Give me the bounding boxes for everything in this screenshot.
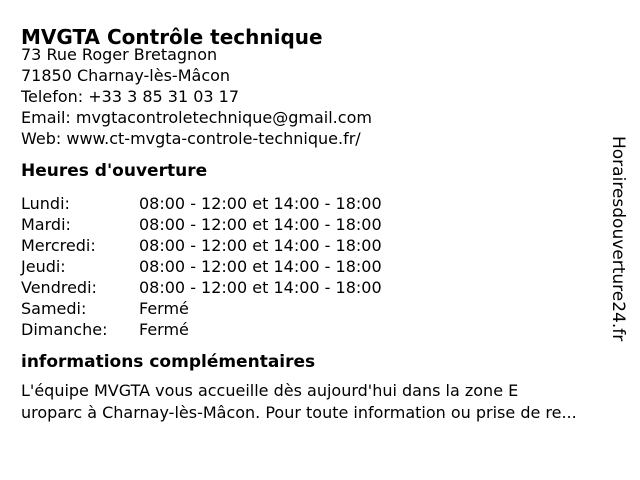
opening-hours-table xyxy=(21,193,382,340)
hours-value: 08:00 - 12:00 et 14:00 - 18:00 xyxy=(139,278,382,297)
address-street: 73 Rue Roger Bretagnon xyxy=(21,45,218,64)
phone-line: Telefon: +33 3 85 31 03 17 xyxy=(21,87,240,106)
page-title: MVGTA Contrôle technique xyxy=(21,25,323,50)
hours-row-saturday xyxy=(21,298,382,319)
info-text-line-1: L'équipe MVGTA vous accueille dès aujourd'hui dans la zone E xyxy=(21,381,519,400)
hours-value: Fermé xyxy=(139,299,189,318)
day-label: Lundi: xyxy=(21,194,70,213)
site-watermark: Horairesdouverture24.fr xyxy=(608,136,628,342)
day-label: Mardi: xyxy=(21,215,71,234)
hours-value: 08:00 - 12:00 et 14:00 - 18:00 xyxy=(139,215,382,234)
address-city: 71850 Charnay-lès-Mâcon xyxy=(21,66,231,85)
additional-info-text xyxy=(21,380,577,424)
hours-row-wednesday xyxy=(21,235,382,256)
hours-row-monday xyxy=(21,193,382,214)
hours-value: 08:00 - 12:00 et 14:00 - 18:00 xyxy=(139,236,382,255)
hours-row-thursday xyxy=(21,256,382,277)
additional-info-heading: informations complémentaires xyxy=(21,352,316,372)
contact-block xyxy=(21,44,372,149)
email-line: Email: mvgtacontroletechnique@gmail.com xyxy=(21,108,372,127)
day-label: Dimanche: xyxy=(21,320,108,339)
hours-row-tuesday xyxy=(21,214,382,235)
web-line: Web: www.ct-mvgta-controle-technique.fr/ xyxy=(21,129,361,148)
hours-row-friday xyxy=(21,277,382,298)
hours-value: 08:00 - 12:00 et 14:00 - 18:00 xyxy=(139,194,382,213)
opening-hours-heading: Heures d'ouverture xyxy=(21,161,208,181)
day-label: Vendredi: xyxy=(21,278,97,297)
hours-value: Fermé xyxy=(139,320,189,339)
day-label: Jeudi: xyxy=(21,257,66,276)
info-text-line-2: uroparc à Charnay-lès-Mâcon. Pour toute information ou prise de re... xyxy=(21,403,577,422)
day-label: Mercredi: xyxy=(21,236,96,255)
hours-value: 08:00 - 12:00 et 14:00 - 18:00 xyxy=(139,257,382,276)
hours-row-sunday xyxy=(21,319,382,340)
day-label: Samedi: xyxy=(21,299,87,318)
